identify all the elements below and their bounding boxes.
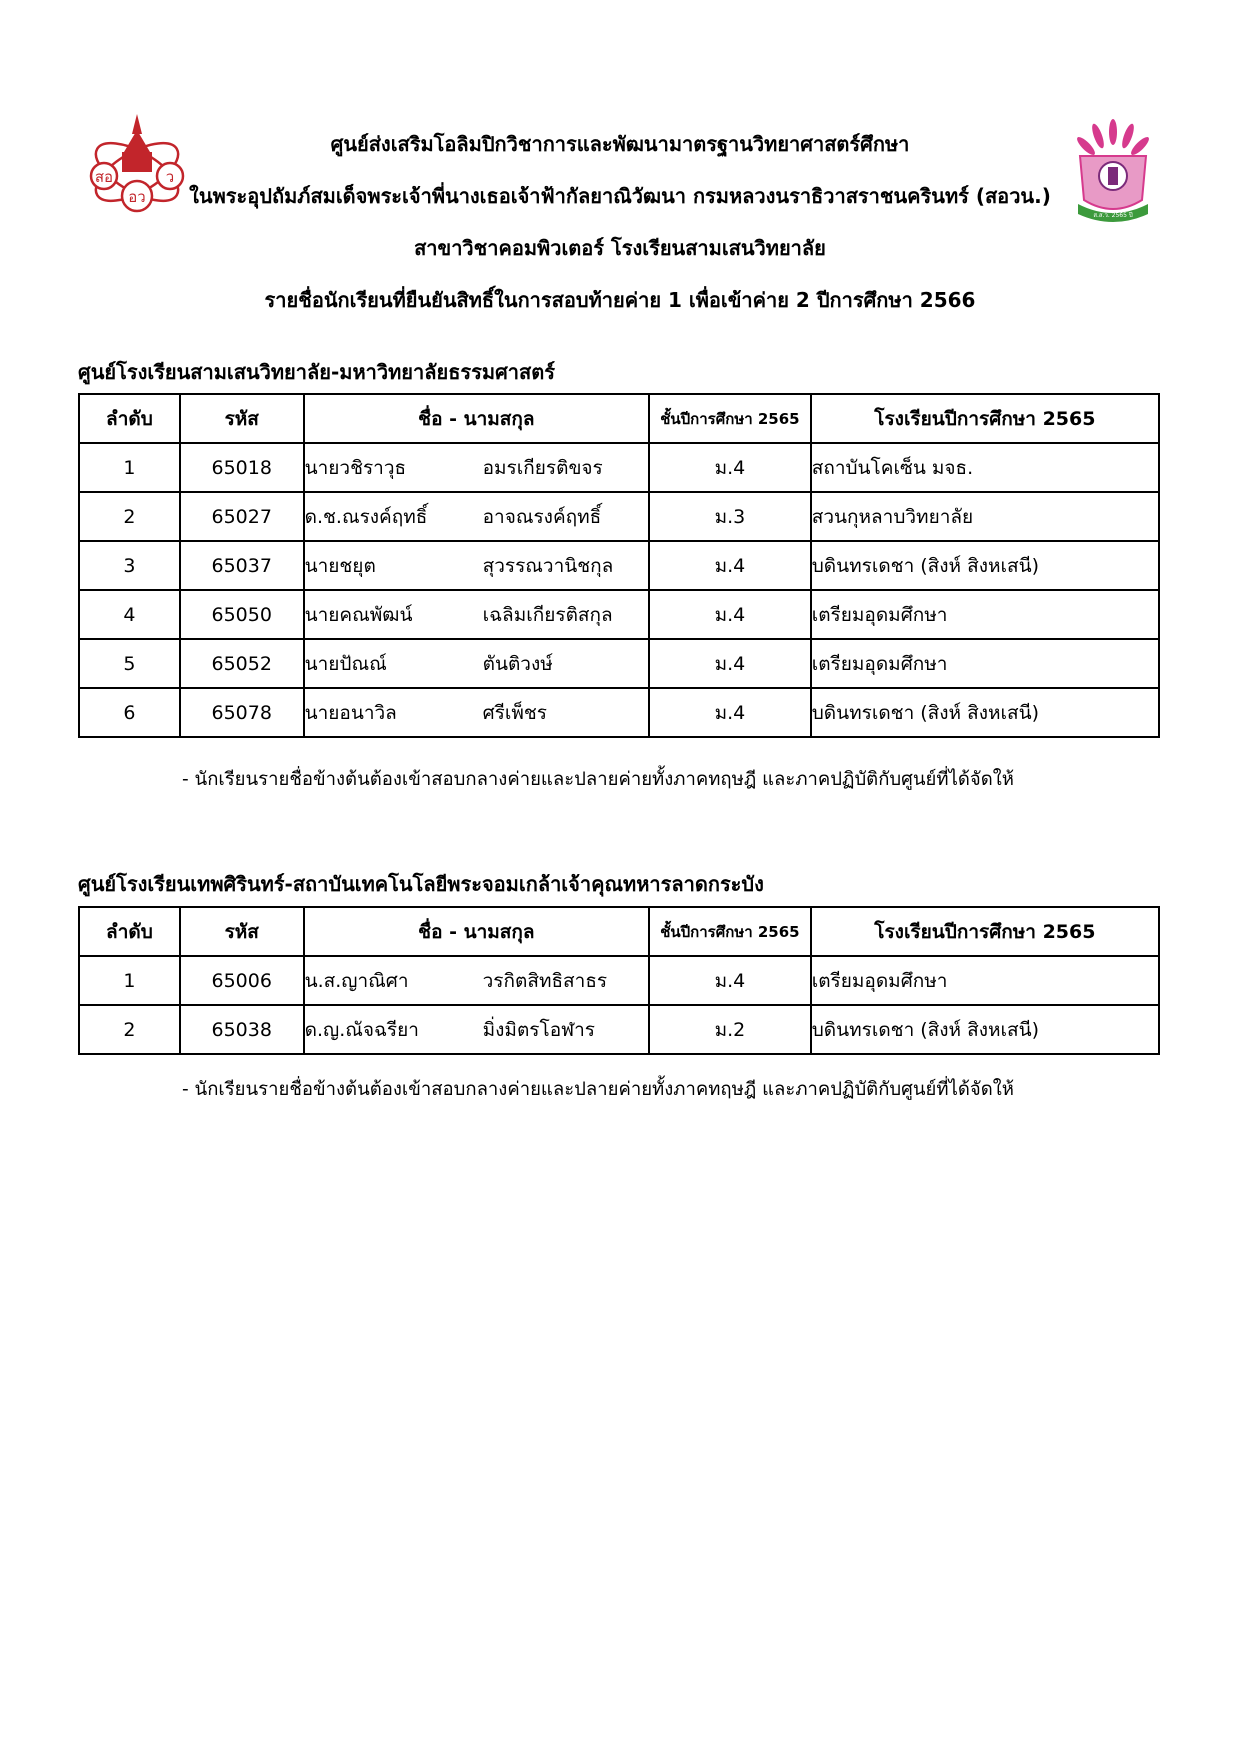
- cell-grade: ม.4: [649, 639, 811, 688]
- col-header-code: รหัส: [180, 907, 304, 956]
- logo-text-left: สอ: [94, 168, 114, 186]
- cell-code: 65038: [180, 1005, 304, 1054]
- col-header-order: ลำดับ: [79, 394, 180, 443]
- cell-grade: ม.4: [649, 688, 811, 737]
- cell-school: บดินทรเดชา (สิงห์ สิงหเสนี): [811, 541, 1159, 590]
- cell-grade: ม.4: [649, 590, 811, 639]
- first-name: นายชยุต: [304, 554, 376, 577]
- table-row: [79, 1005, 1159, 1054]
- col-header-code: รหัส: [180, 394, 304, 443]
- student-table-2: [78, 906, 1160, 1055]
- cell-order: 1: [79, 443, 180, 492]
- first-name: นายวชิราวุธ: [304, 456, 407, 479]
- cell-school: เตรียมอุดมศึกษา: [811, 590, 1159, 639]
- cell-school: สถาบันโคเซ็น มจธ.: [811, 443, 1159, 492]
- first-name: นายคณพัฒน์: [304, 603, 413, 626]
- cell-order: 2: [79, 492, 180, 541]
- last-name: อาจณรงค์ฤทธิ์: [482, 505, 602, 528]
- first-name: น.ส.ญาณิศา: [304, 969, 409, 992]
- col-header-grade: ชั้นปีการศึกษา 2565: [649, 907, 811, 956]
- cell-code: 65037: [180, 541, 304, 590]
- logo-text-right: ว: [165, 168, 175, 186]
- cell-name: [304, 956, 649, 1005]
- table-row: [79, 541, 1159, 590]
- section-title-1: ศูนย์โรงเรียนสามเสนวิทยาลัย-มหาวิทยาลัยธรรมศาสตร์: [78, 360, 555, 384]
- col-header-name: ชื่อ - นามสกุล: [304, 907, 649, 956]
- first-name: นายอนาวิล: [304, 701, 397, 724]
- student-table-1: [78, 393, 1160, 738]
- cell-name: [304, 688, 649, 737]
- cell-order: 1: [79, 956, 180, 1005]
- header-line-2: ในพระอุปถัมภ์สมเด็จพระเจ้าพี่นางเธอเจ้าฟ้ากัลยาณิวัฒนา กรมหลวงนราธิวาสราชนครินทร์ (สอวน.): [189, 184, 1051, 208]
- cell-order: 6: [79, 688, 180, 737]
- col-header-grade: ชั้นปีการศึกษา 2565: [649, 394, 811, 443]
- section-note-1: - นักเรียนรายชื่อข้างต้นต้องเข้าสอบกลางค่ายและปลายค่ายทั้งภาคทฤษฎี และภาคปฏิบัติกับศูนย์ที่ได้จัดให้: [182, 769, 1014, 790]
- cell-name: [304, 541, 649, 590]
- cell-order: 5: [79, 639, 180, 688]
- header-line-4: รายชื่อนักเรียนที่ยืนยันสิทธิ์ในการสอบท้ายค่าย 1 เพื่อเข้าค่าย 2 ปีการศึกษา 2566: [264, 288, 976, 312]
- cell-name: [304, 443, 649, 492]
- last-name: ศรีเพ็ชร: [482, 701, 548, 724]
- table-row: [79, 443, 1159, 492]
- cell-school: เตรียมอุดมศึกษา: [811, 956, 1159, 1005]
- table-row: [79, 688, 1159, 737]
- header-line-1: ศูนย์ส่งเสริมโอลิมปิกวิชาการและพัฒนามาตรฐานวิทยาศาสตร์ศึกษา: [330, 132, 910, 156]
- cell-grade: ม.2: [649, 1005, 811, 1054]
- last-name: อมรเกียรติขจร: [482, 456, 603, 479]
- table-row: [79, 956, 1159, 1005]
- cell-name: [304, 492, 649, 541]
- cell-name: [304, 639, 649, 688]
- cell-school: เตรียมอุดมศึกษา: [811, 639, 1159, 688]
- cell-name: [304, 590, 649, 639]
- first-name: นายปัณณ์: [304, 652, 387, 675]
- table-row: [79, 590, 1159, 639]
- cell-code: 65027: [180, 492, 304, 541]
- cell-school: บดินทรเดชา (สิงห์ สิงหเสนี): [811, 1005, 1159, 1054]
- header-line-3: สาขาวิชาคอมพิวเตอร์ โรงเรียนสามเสนวิทยาลัย: [414, 236, 826, 260]
- col-header-order: ลำดับ: [79, 907, 180, 956]
- cell-code: 65018: [180, 443, 304, 492]
- cell-name: [304, 1005, 649, 1054]
- document-header: [0, 118, 1240, 326]
- table-header-row: [79, 394, 1159, 443]
- cell-code: 65052: [180, 639, 304, 688]
- cell-school: บดินทรเดชา (สิงห์ สิงหเสนี): [811, 688, 1159, 737]
- section-note-2: - นักเรียนรายชื่อข้างต้นต้องเข้าสอบกลางค่ายและปลายค่ายทั้งภาคทฤษฎี และภาคปฏิบัติกับศูนย์ที่ได้จัดให้: [182, 1079, 1014, 1100]
- cell-code: 65050: [180, 590, 304, 639]
- col-header-school: โรงเรียนปีการศึกษา 2565: [811, 907, 1159, 956]
- cell-order: 2: [79, 1005, 180, 1054]
- table-row: [79, 639, 1159, 688]
- col-header-school: โรงเรียนปีการศึกษา 2565: [811, 394, 1159, 443]
- cell-order: 4: [79, 590, 180, 639]
- cell-grade: ม.4: [649, 956, 811, 1005]
- last-name: เฉลิมเกียรติสกุล: [482, 603, 613, 626]
- table-row: [79, 492, 1159, 541]
- section-title-2: ศูนย์โรงเรียนเทพศิรินทร์-สถาบันเทคโนโลยีพระจอมเกล้าเจ้าคุณทหารลาดกระบัง: [78, 872, 764, 896]
- cell-code: 65006: [180, 956, 304, 1005]
- first-name: ด.ญ.ณัจฉรียา: [304, 1018, 419, 1041]
- cell-grade: ม.3: [649, 492, 811, 541]
- cell-code: 65078: [180, 688, 304, 737]
- table-header-row: [79, 907, 1159, 956]
- last-name: วรกิตสิทธิสาธร: [482, 969, 608, 992]
- cell-order: 3: [79, 541, 180, 590]
- last-name: สุวรรณวานิชกุล: [482, 554, 614, 577]
- last-name: ตันติวงษ์: [482, 652, 553, 675]
- cell-school: สวนกุหลาบวิทยาลัย: [811, 492, 1159, 541]
- cell-grade: ม.4: [649, 443, 811, 492]
- first-name: ด.ช.ณรงค์ฤทธิ์: [304, 505, 428, 528]
- col-header-name: ชื่อ - นามสกุล: [304, 394, 649, 443]
- logo-ribbon-text: ส.ส.ว. 2565 ปี: [1093, 212, 1133, 219]
- cell-grade: ม.4: [649, 541, 811, 590]
- last-name: มิ่งมิตรโอฬาร: [482, 1018, 595, 1041]
- logo-text-bottom: อว: [128, 188, 146, 206]
